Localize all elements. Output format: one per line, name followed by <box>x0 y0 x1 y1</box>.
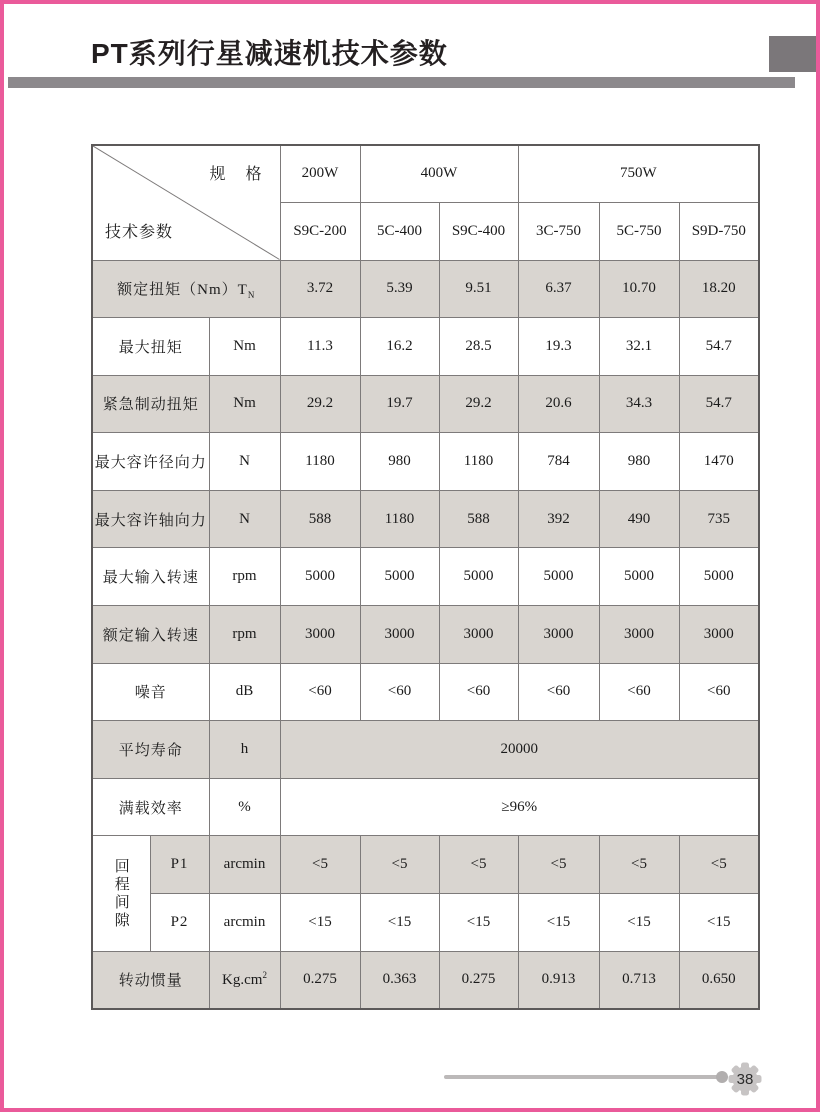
value-cell: <60 <box>599 663 679 721</box>
header-rule <box>8 77 795 88</box>
corner-label-spec: 规 格 <box>209 166 264 183</box>
value-cell: 16.2 <box>360 318 439 376</box>
row-label: 紧急制动扭矩 <box>92 375 209 433</box>
value-cell: <60 <box>280 663 360 721</box>
value-cell: 20.6 <box>518 375 599 433</box>
value-cell: 5000 <box>518 548 599 606</box>
power-group-cell: 750W <box>518 145 759 202</box>
table-row <box>92 606 759 664</box>
model-cell: S9D-750 <box>679 202 759 260</box>
value-cell: 18.20 <box>679 260 759 318</box>
value-cell: 392 <box>518 490 599 548</box>
row-label: 最大输入转速 <box>92 548 209 606</box>
value-cell: <15 <box>439 894 518 952</box>
table-row <box>92 490 759 548</box>
unit-cell: % <box>209 778 280 836</box>
value-cell: 5000 <box>280 548 360 606</box>
page-number: 38 <box>736 1071 754 1088</box>
model-cell: 5C-400 <box>360 202 439 260</box>
value-cell: 54.7 <box>679 375 759 433</box>
value-cell: 735 <box>679 490 759 548</box>
value-cell: 980 <box>599 433 679 491</box>
value-cell: <5 <box>280 836 360 894</box>
value-cell: <5 <box>518 836 599 894</box>
table-row <box>92 260 759 318</box>
row-label: 噪音 <box>92 663 209 721</box>
row-label: 满载效率 <box>92 778 209 836</box>
value-cell: <5 <box>439 836 518 894</box>
value-cell: <15 <box>599 894 679 952</box>
value-cell: 1470 <box>679 433 759 491</box>
value-cell: <60 <box>439 663 518 721</box>
table-row <box>92 836 759 894</box>
value-cell: 490 <box>599 490 679 548</box>
value-cell: <60 <box>518 663 599 721</box>
value-cell: 3.72 <box>280 260 360 318</box>
unit-cell: Nm <box>209 375 280 433</box>
value-cell: 3000 <box>280 606 360 664</box>
value-cell: 3000 <box>439 606 518 664</box>
value-cell: 32.1 <box>599 318 679 376</box>
header-row-power <box>92 145 759 202</box>
value-cell: 19.7 <box>360 375 439 433</box>
unit-cell: rpm <box>209 606 280 664</box>
value-cell: 588 <box>439 490 518 548</box>
table-row <box>92 433 759 491</box>
value-cell: 34.3 <box>599 375 679 433</box>
value-cell: 0.713 <box>599 951 679 1009</box>
table-row <box>92 894 759 952</box>
value-cell: 5000 <box>360 548 439 606</box>
row-label: P1 <box>150 836 209 894</box>
value-cell: 3000 <box>518 606 599 664</box>
corner-cell <box>92 145 280 260</box>
unit-cell: N <box>209 433 280 491</box>
value-cell: <60 <box>360 663 439 721</box>
power-group-cell: 200W <box>280 145 360 202</box>
value-cell: 5000 <box>679 548 759 606</box>
value-cell: 11.3 <box>280 318 360 376</box>
value-cell: <5 <box>679 836 759 894</box>
value-cell: 29.2 <box>439 375 518 433</box>
header-accent-square <box>769 36 820 72</box>
row-label: 平均寿命 <box>92 721 209 779</box>
value-cell: <15 <box>679 894 759 952</box>
value-cell: 6.37 <box>518 260 599 318</box>
value-cell: 588 <box>280 490 360 548</box>
value-cell: 3000 <box>360 606 439 664</box>
value-cell: <15 <box>360 894 439 952</box>
table-row <box>92 318 759 376</box>
table-row <box>92 778 759 836</box>
unit-cell: dB <box>209 663 280 721</box>
row-label-text: 额定扭矩（Nm）T <box>117 281 248 298</box>
row-label: 额定输入转速 <box>92 606 209 664</box>
page-title: PT系列行星减速机技术参数 <box>91 38 448 69</box>
unit-cell: arcmin <box>209 894 280 952</box>
value-cell: <15 <box>518 894 599 952</box>
value-cell: 784 <box>518 433 599 491</box>
unit-cell: h <box>209 721 280 779</box>
value-cell: <60 <box>679 663 759 721</box>
value-cell: 1180 <box>360 490 439 548</box>
corner-label-params: 技术参数 <box>105 223 174 241</box>
value-cell: 29.2 <box>280 375 360 433</box>
row-label: 最大容许径向力 <box>92 433 209 491</box>
table-row <box>92 375 759 433</box>
power-group-cell: 400W <box>360 145 518 202</box>
unit-cell: rpm <box>209 548 280 606</box>
row-label: P2 <box>150 894 209 952</box>
row-label-subscript: N <box>247 289 256 300</box>
value-cell: 19.3 <box>518 318 599 376</box>
value-cell: 1180 <box>280 433 360 491</box>
value-cell: 28.5 <box>439 318 518 376</box>
spec-table-wrap <box>91 144 760 1010</box>
unit-cell: N <box>209 490 280 548</box>
value-cell: 3000 <box>599 606 679 664</box>
value-cell: 0.650 <box>679 951 759 1009</box>
table-row <box>92 663 759 721</box>
table-row <box>92 721 759 779</box>
value-cell: 0.275 <box>439 951 518 1009</box>
model-cell: 3C-750 <box>518 202 599 260</box>
row-label <box>92 260 280 318</box>
span-value-cell: 20000 <box>280 721 759 779</box>
footer-rule <box>444 1075 720 1079</box>
unit-cell: Nm <box>209 318 280 376</box>
value-cell: 0.913 <box>518 951 599 1009</box>
value-cell: <15 <box>280 894 360 952</box>
spec-table <box>91 144 760 1010</box>
value-cell: 0.363 <box>360 951 439 1009</box>
span-value-cell: ≥96% <box>280 778 759 836</box>
gear-icon <box>728 1062 762 1096</box>
model-cell: S9C-200 <box>280 202 360 260</box>
unit-cell: arcmin <box>209 836 280 894</box>
value-cell: 5000 <box>439 548 518 606</box>
group-label-backlash: 回程间隙 <box>92 836 150 951</box>
value-cell: 980 <box>360 433 439 491</box>
row-label: 最大扭矩 <box>92 318 209 376</box>
value-cell: 54.7 <box>679 318 759 376</box>
value-cell: <5 <box>360 836 439 894</box>
table-row <box>92 951 759 1009</box>
model-cell: 5C-750 <box>599 202 679 260</box>
model-cell: S9C-400 <box>439 202 518 260</box>
value-cell: 0.275 <box>280 951 360 1009</box>
row-label: 转动惯量 <box>92 951 209 1009</box>
unit-text: Kg.cm <box>222 972 263 989</box>
value-cell: 1180 <box>439 433 518 491</box>
row-label: 最大容许轴向力 <box>92 490 209 548</box>
value-cell: 10.70 <box>599 260 679 318</box>
value-cell: 9.51 <box>439 260 518 318</box>
value-cell: 5.39 <box>360 260 439 318</box>
value-cell: 5000 <box>599 548 679 606</box>
unit-cell <box>209 951 280 1009</box>
table-row <box>92 548 759 606</box>
value-cell: 3000 <box>679 606 759 664</box>
value-cell: <5 <box>599 836 679 894</box>
unit-superscript: 2 <box>262 970 267 981</box>
footer-dot <box>716 1071 728 1083</box>
